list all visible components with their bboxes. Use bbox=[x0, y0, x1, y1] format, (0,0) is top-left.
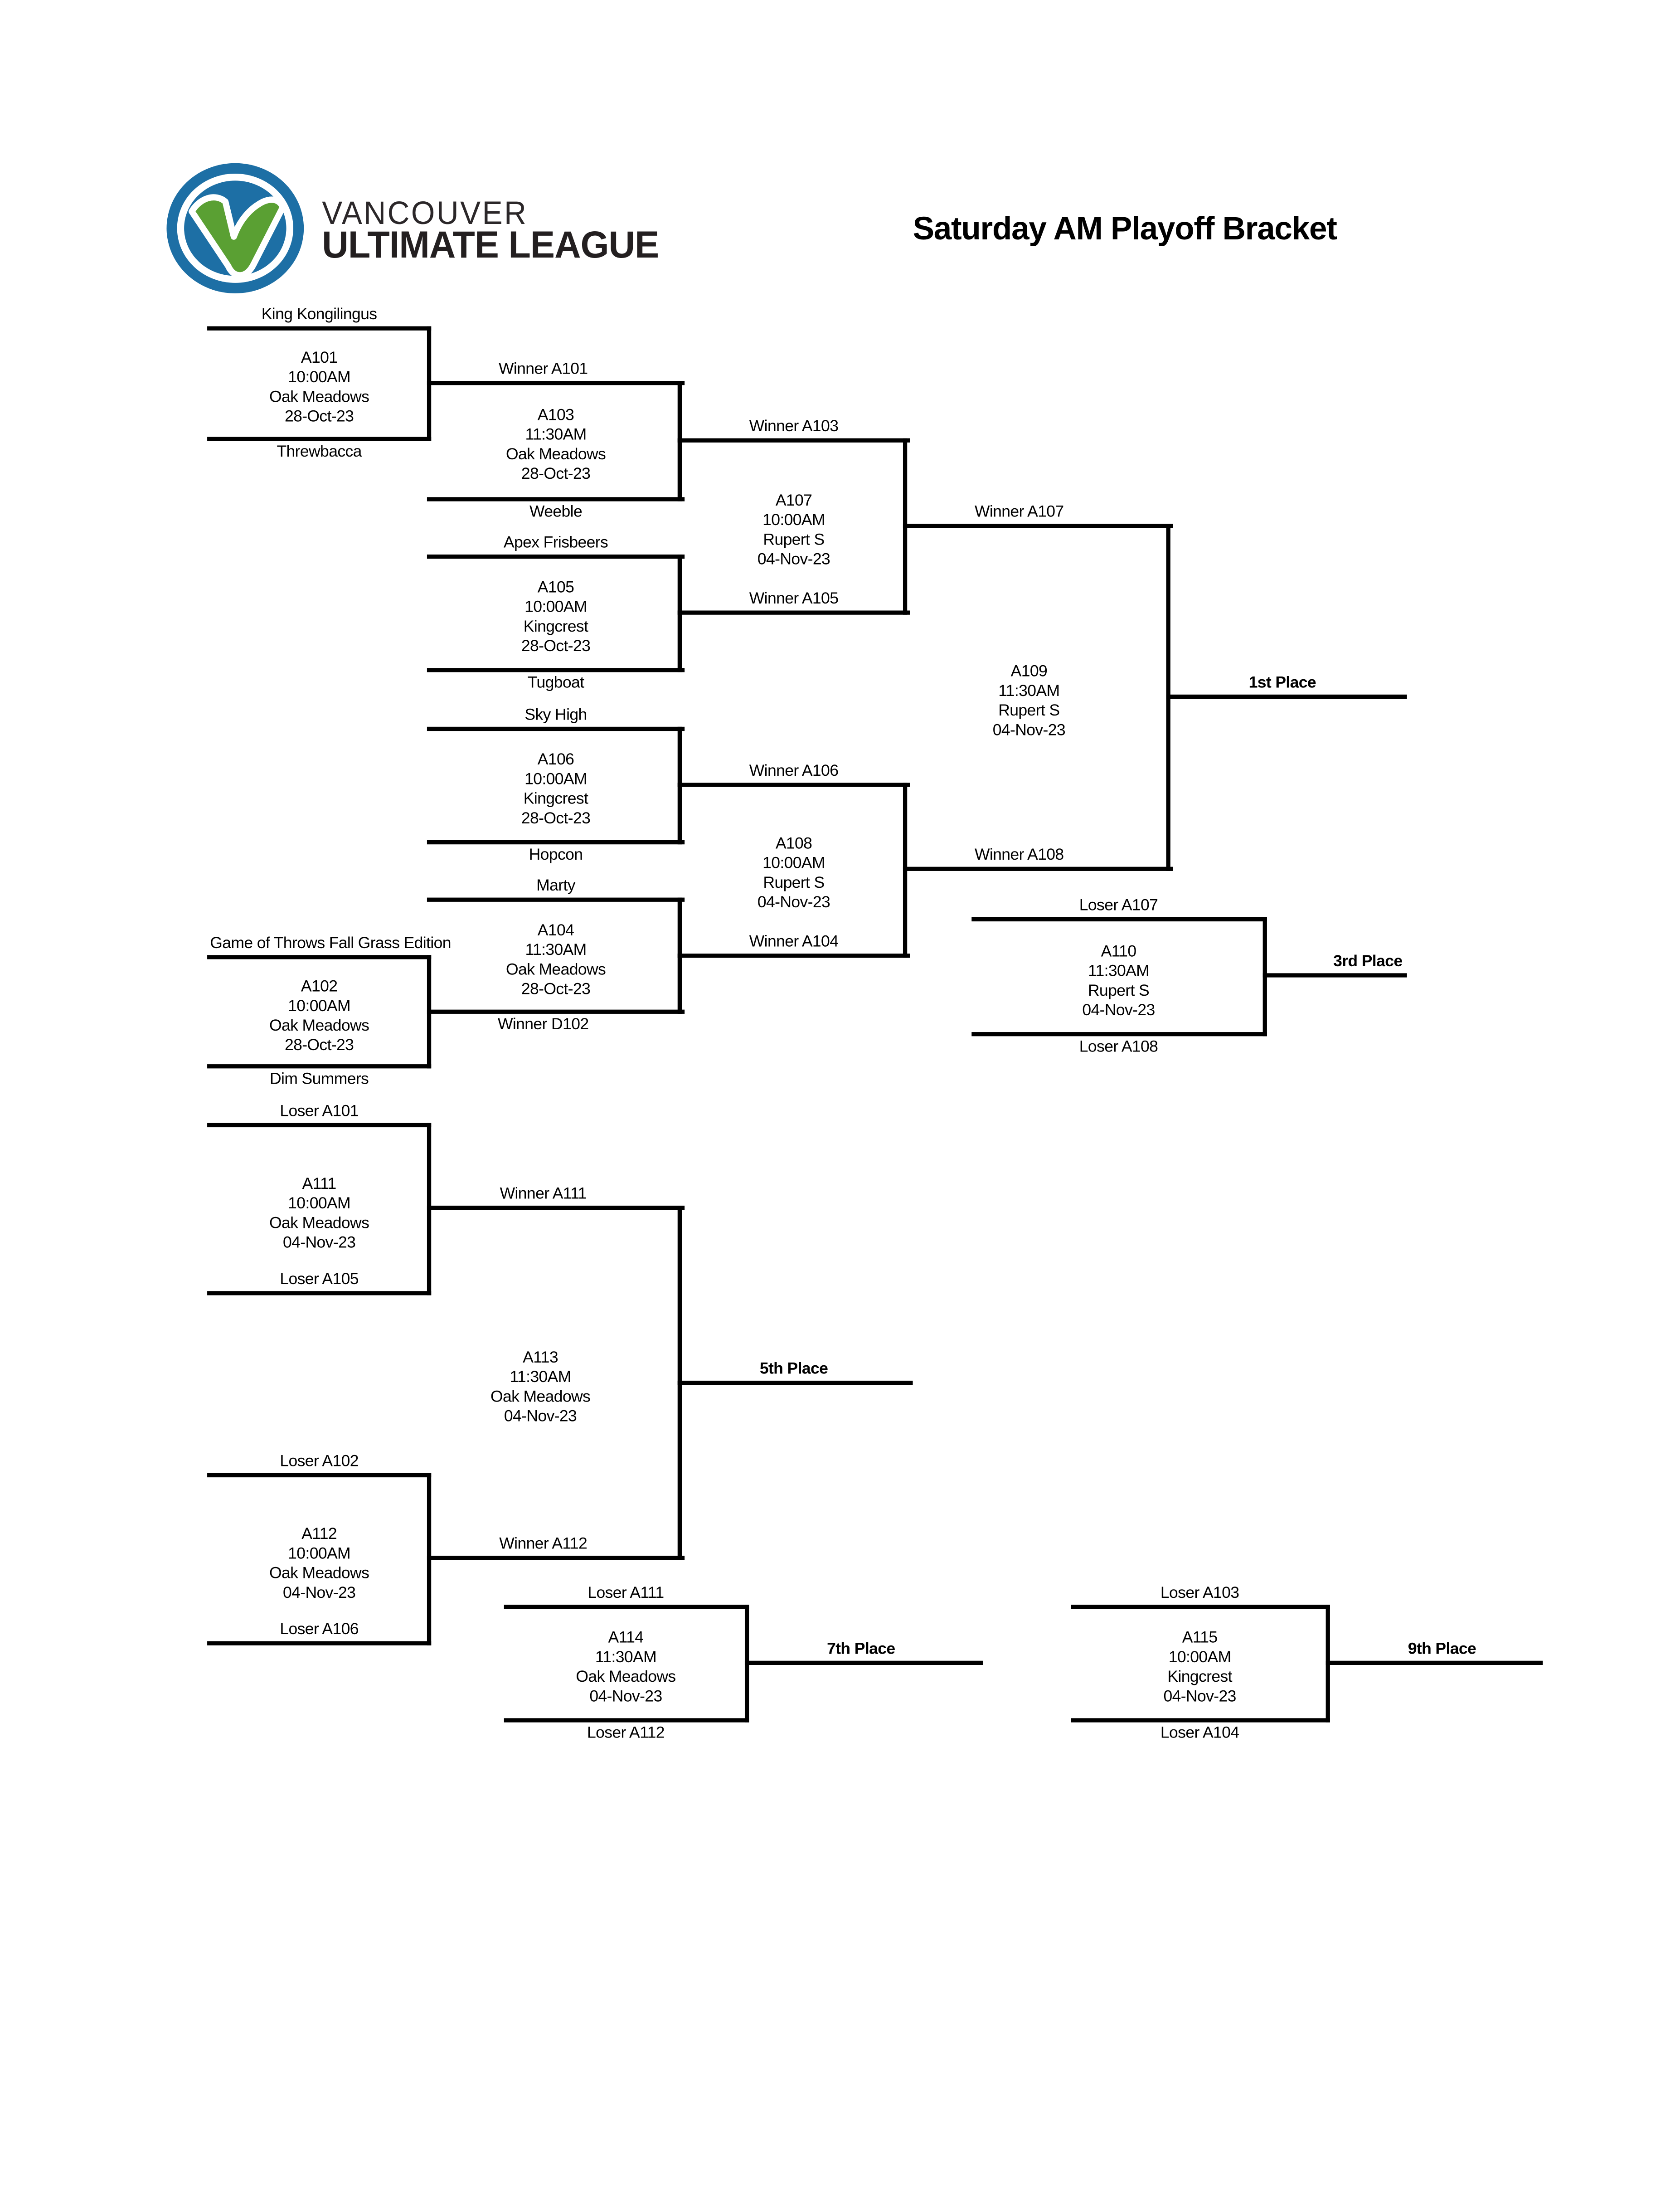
game-a102-date: 28-Oct-23 bbox=[284, 1037, 354, 1055]
label-winner-a101: Winner A101 bbox=[498, 361, 588, 378]
game-a105-venue: Kingcrest bbox=[523, 619, 588, 636]
a102-bottom-line bbox=[207, 1064, 431, 1068]
a114-top-line bbox=[504, 1605, 749, 1608]
game-a112-info bbox=[210, 1525, 428, 1603]
label-loser-a106: Loser A106 bbox=[280, 1621, 359, 1639]
game-a103-date: 28-Oct-23 bbox=[521, 466, 591, 483]
game-a110-venue: Rupert S bbox=[1088, 983, 1150, 1000]
a115-top-line bbox=[1071, 1605, 1330, 1608]
wordmark-vancouver: VANCOUVER bbox=[322, 195, 528, 231]
game-a107-time: 10:00AM bbox=[762, 512, 825, 530]
game-a114-date: 04-Nov-23 bbox=[589, 1689, 662, 1706]
game-a110-code: A110 bbox=[1101, 944, 1136, 961]
label-fifth-place: 5th Place bbox=[759, 1361, 828, 1378]
label-loser-a103: Loser A103 bbox=[1160, 1585, 1239, 1602]
game-a113-info bbox=[431, 1348, 650, 1427]
game-a109-time: 11:30AM bbox=[998, 683, 1060, 701]
a102-top-line bbox=[207, 955, 431, 959]
game-a104-time: 11:30AM bbox=[525, 942, 587, 959]
game-a106-time: 10:00AM bbox=[524, 771, 587, 788]
game-a114-venue: Oak Meadows bbox=[576, 1669, 676, 1686]
a111-top-line bbox=[207, 1123, 431, 1127]
seed-marty: Marty bbox=[536, 878, 575, 895]
vul-logo-icon bbox=[165, 161, 305, 295]
a104-winner-line bbox=[678, 954, 911, 957]
game-a103-time: 11:30AM bbox=[525, 427, 587, 444]
game-a113-time: 11:30AM bbox=[510, 1369, 571, 1387]
a106-bottom-line bbox=[427, 840, 685, 844]
game-a107-info bbox=[685, 492, 903, 570]
label-first-place: 1st Place bbox=[1248, 675, 1316, 692]
game-a106-date: 28-Oct-23 bbox=[521, 811, 591, 828]
game-a106-info bbox=[447, 750, 665, 829]
label-loser-a104: Loser A104 bbox=[1160, 1725, 1239, 1742]
game-a113-date: 04-Nov-23 bbox=[504, 1408, 577, 1426]
label-winner-a105: Winner A105 bbox=[749, 591, 839, 608]
game-a113-venue: Oak Meadows bbox=[490, 1389, 591, 1406]
game-a112-code: A112 bbox=[301, 1526, 337, 1543]
game-a113-code: A113 bbox=[523, 1350, 558, 1367]
game-a109-date: 04-Nov-23 bbox=[992, 722, 1066, 740]
game-a108-code: A108 bbox=[775, 836, 812, 853]
a110-bottom-line bbox=[971, 1032, 1267, 1036]
game-a115-info bbox=[1091, 1629, 1309, 1707]
game-a103-venue: Oak Meadows bbox=[505, 447, 606, 464]
game-a102-time: 10:00AM bbox=[288, 998, 351, 1016]
game-a108-info bbox=[685, 835, 903, 913]
game-a101-code: A101 bbox=[301, 350, 338, 367]
seed-dim-summers: Dim Summers bbox=[270, 1071, 369, 1088]
fifth-place-line bbox=[678, 1381, 913, 1384]
seed-sky-high: Sky High bbox=[524, 707, 587, 724]
game-a105-info bbox=[447, 578, 665, 657]
label-loser-a101: Loser A101 bbox=[280, 1103, 359, 1120]
label-loser-a112: Loser A112 bbox=[587, 1725, 665, 1742]
label-loser-a111: Loser A111 bbox=[588, 1585, 664, 1602]
page-title: Saturday AM Playoff Bracket bbox=[913, 210, 1337, 247]
game-a108-date: 04-Nov-23 bbox=[757, 895, 830, 912]
a106-top-line bbox=[427, 727, 685, 730]
game-a102-code: A102 bbox=[301, 978, 338, 996]
game-a111-info bbox=[210, 1175, 428, 1253]
ninth-place-line bbox=[1326, 1661, 1544, 1665]
game-a101-time: 10:00AM bbox=[288, 370, 351, 387]
a111-bottom-line bbox=[207, 1291, 431, 1295]
game-a104-code: A104 bbox=[537, 923, 574, 940]
game-a105-time: 10:00AM bbox=[524, 599, 587, 616]
game-a107-code: A107 bbox=[775, 493, 812, 510]
seed-tugboat: Tugboat bbox=[527, 675, 584, 692]
label-loser-a102: Loser A102 bbox=[280, 1453, 359, 1470]
game-a112-time: 10:00AM bbox=[288, 1546, 351, 1563]
game-a106-venue: Kingcrest bbox=[523, 791, 588, 808]
game-a111-time: 10:00AM bbox=[288, 1196, 351, 1213]
game-a112-date: 04-Nov-23 bbox=[282, 1585, 356, 1602]
a105-top-line bbox=[427, 555, 685, 558]
a105-bottom-line bbox=[427, 668, 685, 672]
a110-top-line bbox=[971, 917, 1267, 921]
a101-winner-line bbox=[427, 381, 685, 385]
seventh-place-line bbox=[745, 1661, 983, 1665]
seed-king-kongilingus: King Kongilingus bbox=[261, 307, 377, 324]
game-a115-date: 04-Nov-23 bbox=[1163, 1689, 1236, 1706]
a103-bottom-line bbox=[427, 497, 685, 501]
game-a110-time: 11:30AM bbox=[1088, 963, 1150, 980]
game-a115-time: 10:00AM bbox=[1168, 1650, 1231, 1667]
label-winner-a112: Winner A112 bbox=[499, 1536, 588, 1553]
label-third-place: 3rd Place bbox=[1333, 954, 1403, 971]
a108-winner-line bbox=[903, 867, 1174, 871]
game-a114-code: A114 bbox=[608, 1630, 644, 1647]
first-place-line bbox=[1167, 695, 1408, 698]
game-a108-venue: Rupert S bbox=[763, 875, 825, 892]
game-a109-info bbox=[920, 662, 1138, 741]
game-a115-code: A115 bbox=[1182, 1630, 1218, 1647]
label-loser-a108: Loser A108 bbox=[1079, 1039, 1158, 1056]
game-a115-venue: Kingcrest bbox=[1167, 1669, 1232, 1686]
a111-winner-line bbox=[427, 1206, 685, 1209]
a104-top-line bbox=[427, 898, 685, 901]
game-a104-date: 28-Oct-23 bbox=[521, 981, 591, 998]
seed-apex-frisbeers: Apex Frisbeers bbox=[503, 535, 608, 552]
a112-bottom-line bbox=[207, 1641, 431, 1645]
game-a107-venue: Rupert S bbox=[763, 532, 825, 549]
label-winner-a107: Winner A107 bbox=[974, 504, 1064, 521]
a105-winner-line bbox=[678, 610, 911, 614]
a103-winner-line bbox=[678, 438, 911, 442]
game-a103-code: A103 bbox=[537, 407, 574, 424]
seed-game-of-throws: Game of Throws Fall Grass Edition bbox=[210, 935, 451, 953]
game-a114-time: 11:30AM bbox=[595, 1650, 657, 1667]
game-a106-code: A106 bbox=[537, 752, 574, 769]
game-a102-venue: Oak Meadows bbox=[269, 1018, 369, 1035]
game-a101-date: 28-Oct-23 bbox=[284, 409, 354, 426]
label-loser-a105: Loser A105 bbox=[280, 1271, 359, 1289]
game-a103-info bbox=[447, 406, 665, 485]
a112-top-line bbox=[207, 1473, 431, 1477]
label-loser-a107: Loser A107 bbox=[1079, 897, 1158, 915]
game-a101-venue: Oak Meadows bbox=[269, 389, 369, 406]
game-a111-venue: Oak Meadows bbox=[269, 1215, 369, 1232]
game-a110-info bbox=[1010, 942, 1228, 1021]
game-a111-date: 04-Nov-23 bbox=[282, 1235, 356, 1252]
game-a107-date: 04-Nov-23 bbox=[757, 551, 830, 569]
label-seventh-place: 7th Place bbox=[827, 1641, 895, 1658]
third-place-line bbox=[1263, 973, 1408, 977]
game-a104-info bbox=[447, 921, 665, 1000]
game-a105-date: 28-Oct-23 bbox=[521, 638, 591, 656]
a106-winner-line bbox=[678, 783, 911, 786]
label-winner-a104: Winner A104 bbox=[749, 934, 839, 951]
game-a102-info bbox=[210, 978, 428, 1056]
game-a101-info bbox=[210, 349, 428, 427]
label-winner-a108: Winner A108 bbox=[974, 847, 1064, 864]
label-winner-a106: Winner A106 bbox=[749, 763, 839, 780]
game-a110-date: 04-Nov-23 bbox=[1082, 1003, 1155, 1020]
a112-winner-line bbox=[427, 1556, 685, 1559]
wordmark-ultimate-league: ULTIMATE LEAGUE bbox=[322, 224, 659, 266]
game-a105-code: A105 bbox=[537, 579, 574, 597]
game-a104-venue: Oak Meadows bbox=[505, 962, 606, 979]
label-winner-d102: Winner D102 bbox=[497, 1017, 589, 1034]
game-a111-code: A111 bbox=[302, 1176, 336, 1193]
a114-bottom-line bbox=[504, 1718, 749, 1722]
seed-hopcon: Hopcon bbox=[529, 847, 583, 864]
a102-winner-line bbox=[427, 1010, 685, 1013]
game-a109-venue: Rupert S bbox=[998, 703, 1060, 720]
game-a112-venue: Oak Meadows bbox=[269, 1565, 369, 1582]
a115-bottom-line bbox=[1071, 1718, 1330, 1722]
label-winner-a103: Winner A103 bbox=[749, 419, 839, 436]
a101-top-line bbox=[207, 326, 431, 330]
label-ninth-place: 9th Place bbox=[1408, 1641, 1476, 1658]
seed-threwbacca: Threwbacca bbox=[277, 443, 362, 461]
game-a108-time: 10:00AM bbox=[762, 855, 825, 873]
game-a109-code: A109 bbox=[1010, 663, 1048, 681]
game-a114-info bbox=[517, 1629, 735, 1707]
seed-weeble: Weeble bbox=[529, 504, 583, 521]
label-winner-a111: Winner A111 bbox=[500, 1186, 587, 1203]
a101-bottom-line bbox=[207, 437, 431, 441]
a107-winner-line bbox=[903, 524, 1174, 527]
